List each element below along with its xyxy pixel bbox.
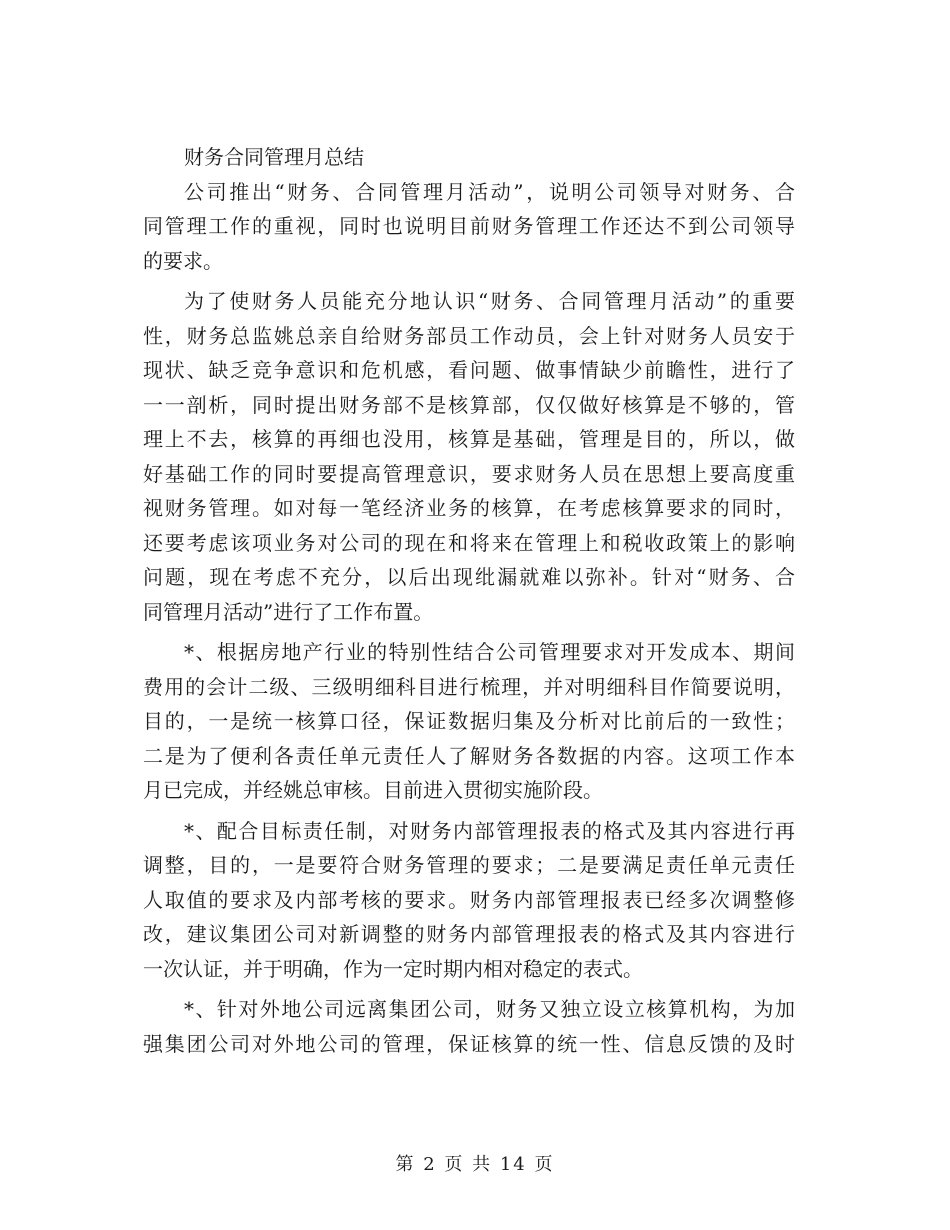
paragraph-2 [143, 284, 795, 629]
page-number-footer: 第 2 页 共 14 页 [395, 1154, 555, 1175]
paragraph-line: 费用的会计二级、三级明细科目进行梳理，并对明细科目作简要说明， [143, 674, 795, 699]
paragraph-line: 改，建议集团公司对新调整的财务内部管理报表的格式及其内容进行 [143, 922, 795, 946]
paragraph-line: 一次认证，并于明确，作为一定时期内相对稳定的表式。 [143, 956, 643, 981]
paragraph-line: 一一剖析，同时提出财务部不是核算部，仅仅做好核算是不够的，管 [143, 392, 795, 417]
paragraph-5 [143, 992, 795, 1061]
paragraph-line: 同管理工作的重视，同时也说明目前财务管理工作还达不到公司领导 [143, 214, 795, 238]
paragraph-line: 目的，一是统一核算口径，保证数据归集及分析对比前后的一致性； [143, 709, 795, 733]
paragraph-line: 二是为了便利各责任单元责任人了解财务各数据的内容。这项工作本 [143, 743, 795, 768]
paragraph-line: 视财务管理。如对每一笔经济业务的核算，在考虑核算要求的同时， [143, 496, 795, 520]
paragraph-line: 为了使财务人员能充分地认识“财务、合同管理月活动”的重要 [184, 289, 795, 313]
paragraph-line: 现状、缺乏竞争意识和危机感，看问题、做事情缺少前瞻性，进行了 [143, 358, 795, 382]
paragraph-line: 公司推出“财务、合同管理月活动”，说明公司领导对财务、合 [184, 179, 795, 204]
paragraph-line: 好基础工作的同时要提高管理意识，要求财务人员在思想上要高度重 [143, 461, 795, 486]
paragraph-4 [143, 814, 795, 987]
paragraph-line: 问题，现在考虑不充分，以后出现纰漏就难以弥补。针对“财务、合 [143, 565, 795, 589]
paragraph-line: 人取值的要求及内部考核的要求。财务内部管理报表已经多次调整修 [143, 887, 795, 912]
paragraph-line: 的要求。 [143, 248, 223, 273]
paragraph-line: 调整，目的，一是要符合财务管理的要求；二是要满足责任单元责任 [143, 853, 795, 877]
paragraph-line: *、配合目标责任制，对财务内部管理报表的格式及其内容进行再 [184, 818, 795, 843]
paragraph-line: *、根据房地产行业的特别性结合公司管理要求对开发成本、期间 [184, 640, 795, 664]
paragraph-line: 月已完成，并经姚总审核。目前进入贯彻实施阶段。 [143, 778, 603, 802]
paragraph-1 [143, 175, 795, 279]
paragraph-line: 还要考虑该项业务对公司的现在和将来在管理上和税收政策上的影响 [143, 530, 795, 555]
paragraph-line: 同管理月活动”进行了工作布置。 [143, 599, 434, 624]
document-title: 财务合同管理月总结 [184, 145, 364, 169]
document-body [143, 140, 795, 1061]
paragraph-line: 理上不去，核算的再细也没用，核算是基础，管理是目的，所以，做 [143, 427, 795, 451]
paragraph-line: 强集团公司对外地公司的管理，保证核算的统一性、信息反馈的及时 [143, 1031, 795, 1056]
paragraph-line: 性，财务总监姚总亲自给财务部员工作动员，会上针对财务人员安于 [143, 323, 795, 348]
paragraph-3 [143, 635, 795, 808]
paragraph-line: *、针对外地公司远离集团公司，财务又独立设立核算机构，为加 [184, 997, 795, 1021]
